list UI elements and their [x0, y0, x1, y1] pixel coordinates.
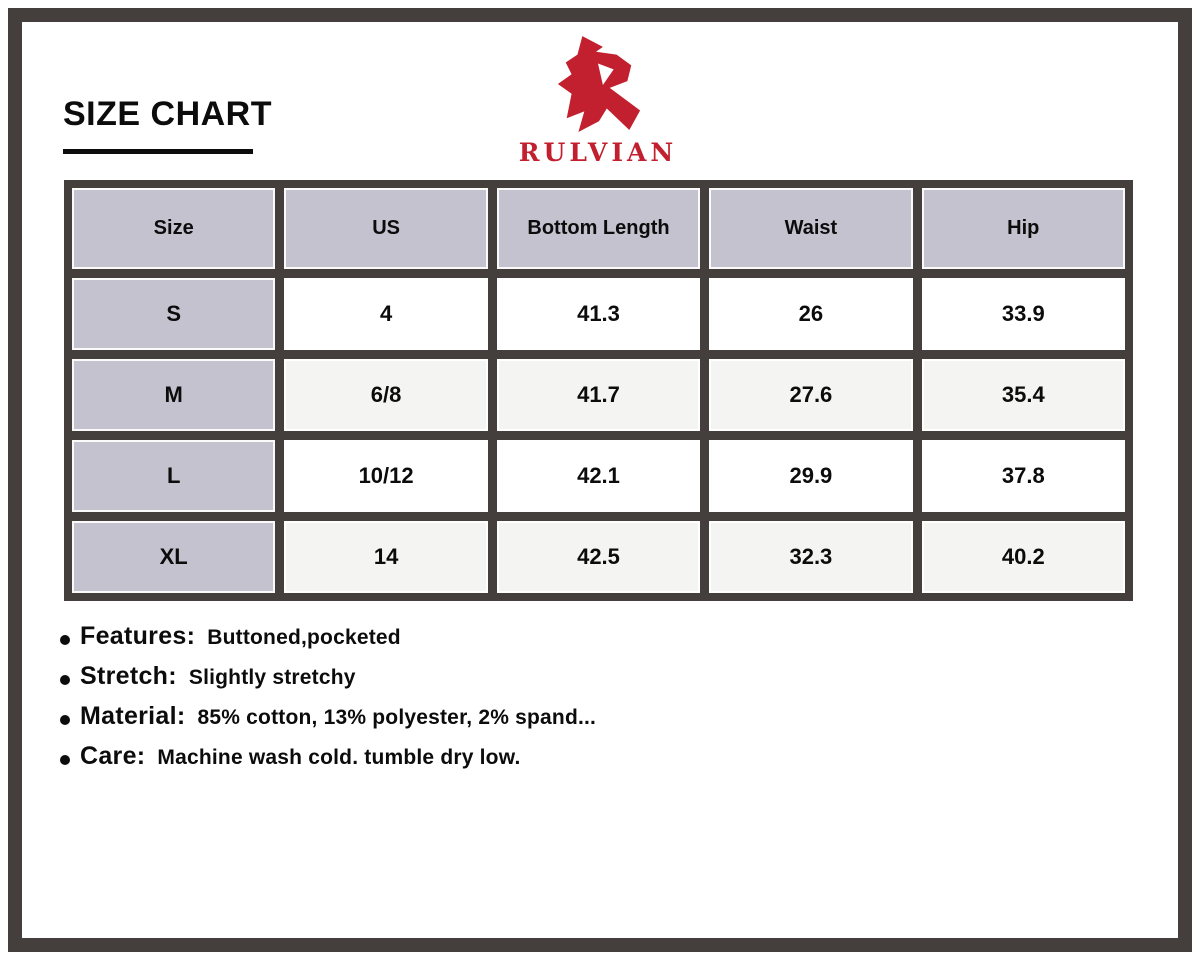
table-cell: 29.9 — [709, 440, 912, 512]
table-cell: 42.1 — [497, 440, 700, 512]
bullet-icon — [60, 675, 70, 685]
size-cell: L — [72, 440, 275, 512]
header-cell-bottom-length: Bottom Length — [497, 188, 700, 269]
table-cell: 35.4 — [922, 359, 1125, 431]
title-block — [63, 96, 272, 154]
table-cell: 6/8 — [284, 359, 487, 431]
size-cell: M — [72, 359, 275, 431]
list-item — [60, 702, 596, 742]
bullet-icon — [60, 755, 70, 765]
detail-label: Features: — [80, 622, 196, 650]
size-cell: XL — [72, 521, 275, 593]
table-cell: 32.3 — [709, 521, 912, 593]
table-cell: 41.7 — [497, 359, 700, 431]
header-cell-size: Size — [72, 188, 275, 269]
product-details-list — [60, 622, 596, 782]
detail-value: 85% cotton, 13% polyester, 2% spand... — [197, 706, 597, 729]
list-item — [60, 622, 596, 662]
table-cell: 4 — [284, 278, 487, 350]
header-cell-us: US — [284, 188, 487, 269]
page-title: SIZE CHART — [63, 95, 272, 133]
table-cell: 26 — [709, 278, 912, 350]
detail-value: Slightly stretchy — [188, 666, 356, 689]
detail-label: Stretch: — [80, 662, 177, 690]
size-cell: S — [72, 278, 275, 350]
detail-label: Care: — [80, 742, 146, 770]
size-chart-table — [64, 180, 1133, 601]
table-cell: 37.8 — [922, 440, 1125, 512]
table-cell: 10/12 — [284, 440, 487, 512]
table-cell: 41.3 — [497, 278, 700, 350]
title-underline — [63, 149, 253, 154]
detail-label: Material: — [80, 702, 186, 730]
brand-logo-icon — [552, 34, 644, 136]
table-cell: 14 — [284, 521, 487, 593]
table-cell: 42.5 — [497, 521, 700, 593]
detail-value: Machine wash cold. tumble dry low. — [157, 746, 521, 769]
brand-name: RULVIAN — [518, 138, 678, 167]
table-cell: 33.9 — [922, 278, 1125, 350]
list-item — [60, 742, 596, 782]
brand-block — [508, 34, 688, 167]
table-cell: 27.6 — [709, 359, 912, 431]
header-cell-waist: Waist — [709, 188, 912, 269]
bullet-icon — [60, 715, 70, 725]
header-cell-hip: Hip — [922, 188, 1125, 269]
bullet-icon — [60, 635, 70, 645]
detail-value: Buttoned,pocketed — [207, 626, 401, 649]
table-cell: 40.2 — [922, 521, 1125, 593]
list-item — [60, 662, 596, 702]
